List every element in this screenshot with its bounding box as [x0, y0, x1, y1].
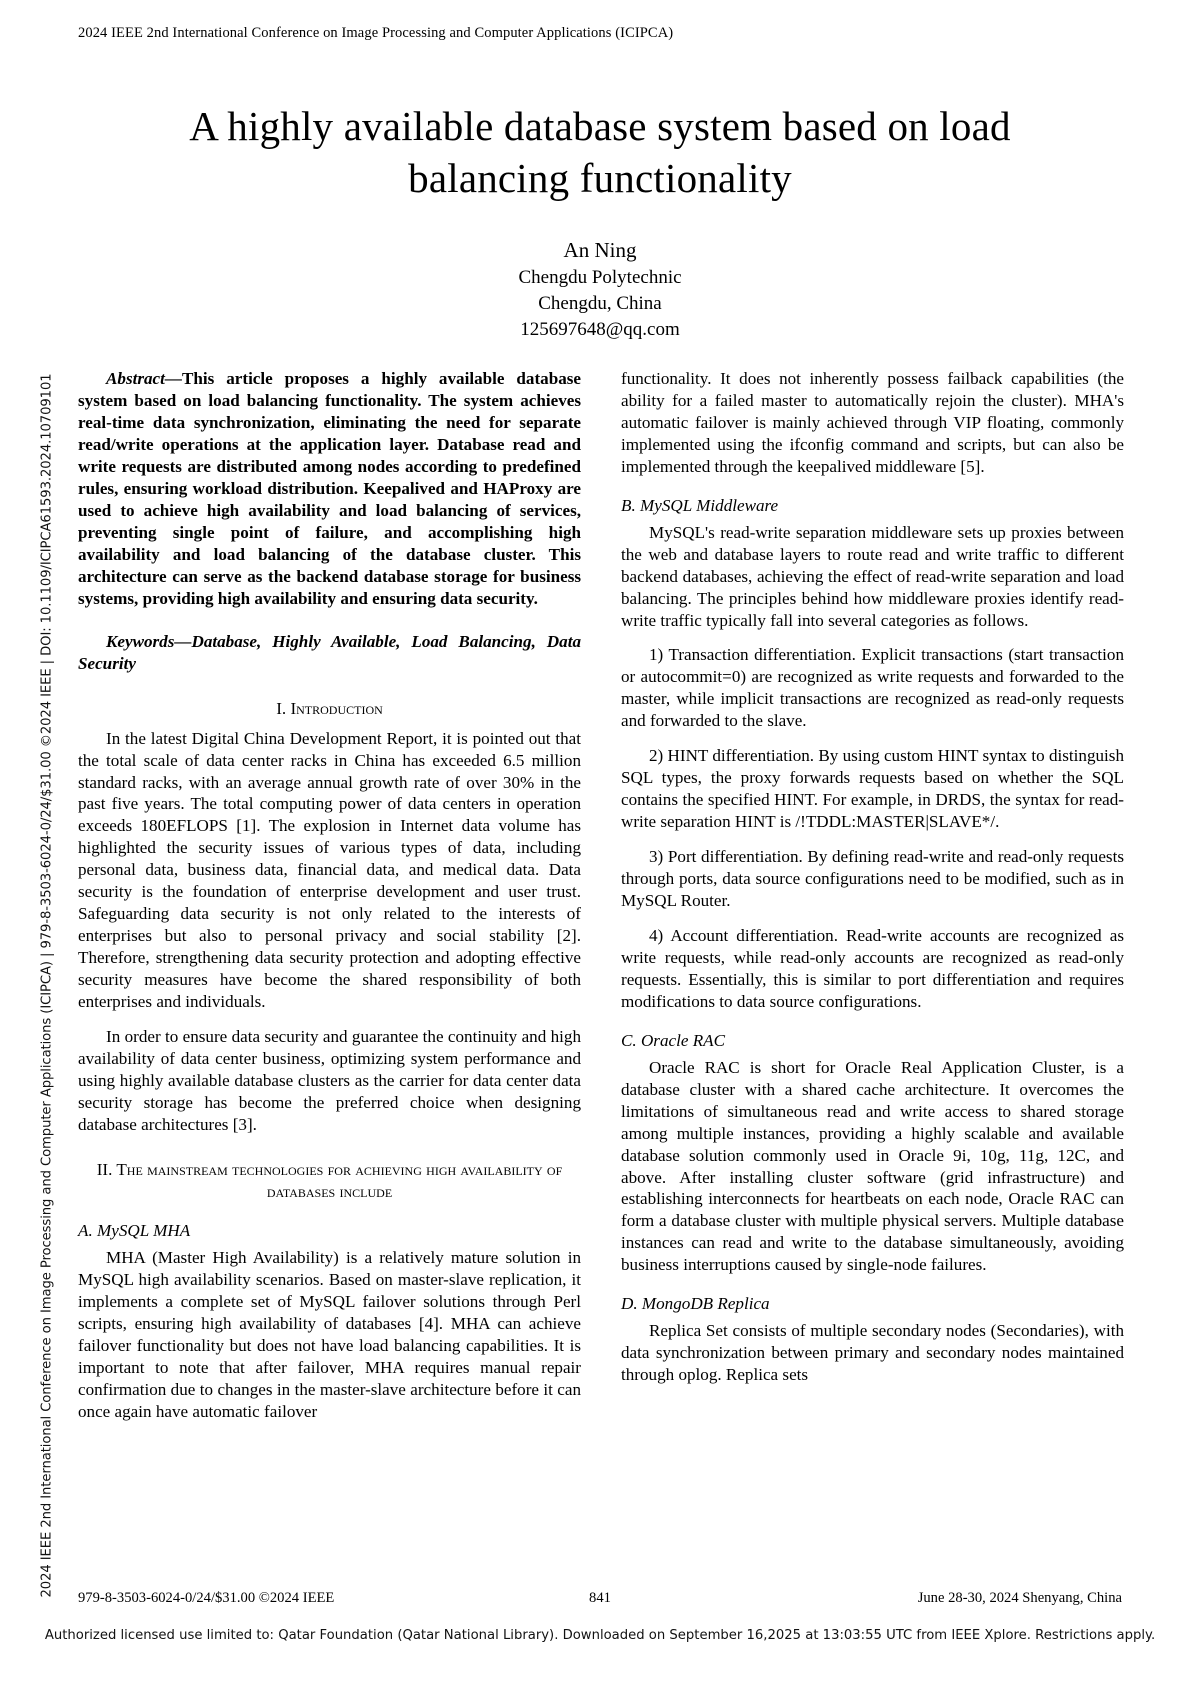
- keywords-paragraph: Keywords—Database, Highly Available, Load Balancing, Data Security: [78, 632, 581, 674]
- author-block: [110, 235, 1090, 343]
- section-numeral: I.: [276, 699, 287, 719]
- oracle-rac-paragraph: Oracle RAC is short for Oracle Real Application Cluster, is a database cluster with a shared cache architecture. It overcomes the limitations of simultaneous read and write access to shared storage among multiple instances, providing a highly scalable and available database solution commonly used in Oracle 9i, 10g, 11g, 12C, and above. After installing cluster software (grid infrastructure) and establishing interconnects for heartbeats on each node, Oracle RAC can form a database cluster with multiple physical servers. Multiple database instances can read and write to the database simultaneously, avoiding business interruptions caused by single-node failures.: [621, 1057, 1124, 1275]
- subsection-heading-mysql-mha: A. MySQL MHA: [78, 1221, 191, 1241]
- page-title: A highly available database system based on load balancing functionality: [189, 103, 1011, 202]
- license-notice: Authorized licensed use limited to: Qatar Foundation (Qatar National Library). Downloaded on September 16,2025 at 13:03:55 UTC from IEEE Xplore. Restrictions apply.: [44, 1628, 1156, 1643]
- intro-paragraph-2: In order to ensure data security and guarantee the continuity and high availability of data center business, optimizing system performance and using highly available database clusters as the carrier for data center data security storage has become the preferred choice when designing database architectures [3].: [78, 1027, 581, 1134]
- intro-paragraph-1: In the latest Digital China Development Report, it is pointed out that the total scale of data center racks in China has exceeded 6.5 million standard racks, with an average annual growth rate of over 30% in the past five years. The total computing power of data centers in operation exceeds 180EFLOPS [1]. The explosion in Internet data volume has highlighted the security issues of various types of data, including personal data, business data, financial data, and medical data. Data security is the foundation of enterprise development and user trust. Safeguarding data security is not only related to the interests of enterprises but also to personal privacy and social stability [2]. Therefore, strengthening data security protection and adopting effective security measures have become the shared responsibility of both enterprises and individuals.: [78, 728, 581, 1012]
- author-affiliation: Chengdu Polytechnic: [518, 267, 682, 289]
- middleware-item-4: 4) Account differentiation. Read-write accounts are recognized as write requests, while read-only accounts are recognized as read-only requests. Essentially, this is similar to port differentiation and requires modifications to data source configurations.: [621, 925, 1124, 1011]
- subsection-heading-mongodb-replica: D. MongoDB Replica: [621, 1294, 770, 1314]
- spine-metadata-text: 2024 IEEE 2nd International Conference on Image Processing and Computer Applications (ICIPCA) | 979-8-3503-6024-0/24/$31.00 ©2024 IEEE | DOI: 10.1109/ICIPCA61593.2024.10709101: [39, 373, 55, 1598]
- abstract-paragraph: [78, 368, 581, 609]
- mongodb-replica-paragraph: Replica Set consists of multiple secondary nodes (Secondaries), with data synchronization between primary and secondary nodes maintained through oplog. Replica sets: [621, 1321, 1124, 1385]
- subsection-heading-mysql-middleware: B. MySQL Middleware: [621, 495, 779, 515]
- abstract-body: This article proposes a highly available database system based on load balancing functionality. The system achieves real-time data synchronization, eliminating the need for separate read/write operations at the application layer. Database read and write requests are distributed among nodes according to predefined rules, ensuring workload distribution. Keepalived and HAProxy are used to achieve high availability and load balancing of services, preventing single point of failure, and accomplishing high availability and load balancing of the database cluster. This architecture can serve as the backend database storage for business systems, providing high availability and ensuring data security.: [78, 369, 581, 608]
- middleware-item-1: 1) Transaction differentiation. Explicit transactions (start transaction or autocommit=0) are recognized as write requests and forwarded to the master, while implicit transactions are recognized as read-only requests and forwarded to the slave.: [621, 645, 1124, 731]
- mysql-middleware-intro: MySQL's read-write separation middleware sets up proxies between the web and database layers to route read and write traffic to different backend databases, achieving the effect of read-write separation and load balancing. The principles behind how middleware proxies identify read-write traffic typically fall into several categories as follows.: [621, 522, 1124, 630]
- column-left: [78, 368, 581, 1428]
- section-title: Introduction: [290, 699, 383, 719]
- section-title: The mainstream technologies for achieving high availability of databases include: [116, 1159, 563, 1201]
- author-email: 125697648@qq.com: [520, 319, 680, 341]
- abstract-label: Abstract—: [106, 369, 182, 388]
- mysql-mha-paragraph: MHA (Master High Availability) is a relatively mature solution in MySQL high availability scenarios. Based on master-slave replication, it implements a complete set of MySQL failover solutions through Perl scripts, ensuring high availability of databases [4]. MHA can achieve failover functionality but does not have load balancing capabilities. It is important to note that after failover, MHA requires manual repair confirmation due to changes in the master-slave architecture before it can once again have automatic failover: [78, 1248, 581, 1421]
- author-location: Chengdu, China: [538, 293, 662, 315]
- footer-isbn: 979-8-3503-6024-0/24/$31.00 ©2024 IEEE: [78, 1590, 335, 1606]
- author-name: An Ning: [563, 238, 637, 262]
- mysql-mha-continuation: functionality. It does not inherently possess failback capabilities (the ability for a failed master to automatically rejoin the cluster). MHA's automatic failover is mainly achieved through VIP floating, commonly implemented using the ifconfig command and scripts, but can also be implemented through the keepalived middleware [5].: [621, 369, 1124, 476]
- footer-conference-date: June 28-30, 2024 Shenyang, China: [917, 1590, 1122, 1606]
- section-numeral: II.: [96, 1159, 113, 1179]
- column-right: [621, 368, 1124, 1428]
- page-footer: [78, 1590, 1122, 1607]
- middleware-item-2: 2) HINT differentiation. By using custom HINT syntax to distinguish SQL types, the proxy forwards requests based on whether the SQL contains the specified HINT. For example, in DRDS, the syntax for read-write separation HINT is /!TDDL:MASTER|SLAVE*/.: [621, 746, 1124, 832]
- section-heading-mainstream: [78, 1159, 581, 1203]
- body-columns: [78, 368, 1124, 1428]
- running-header: 2024 IEEE 2nd International Conference on Image Processing and Computer Applications (ICIPCA): [78, 25, 674, 41]
- footer-page-number: 841: [589, 1590, 611, 1606]
- subsection-heading-oracle-rac: C. Oracle RAC: [621, 1030, 725, 1050]
- section-heading-introduction: [78, 698, 581, 720]
- middleware-item-3: 3) Port differentiation. By defining read-write and read-only requests through ports, data source configurations need to be modified, such as in MySQL Router.: [621, 847, 1124, 911]
